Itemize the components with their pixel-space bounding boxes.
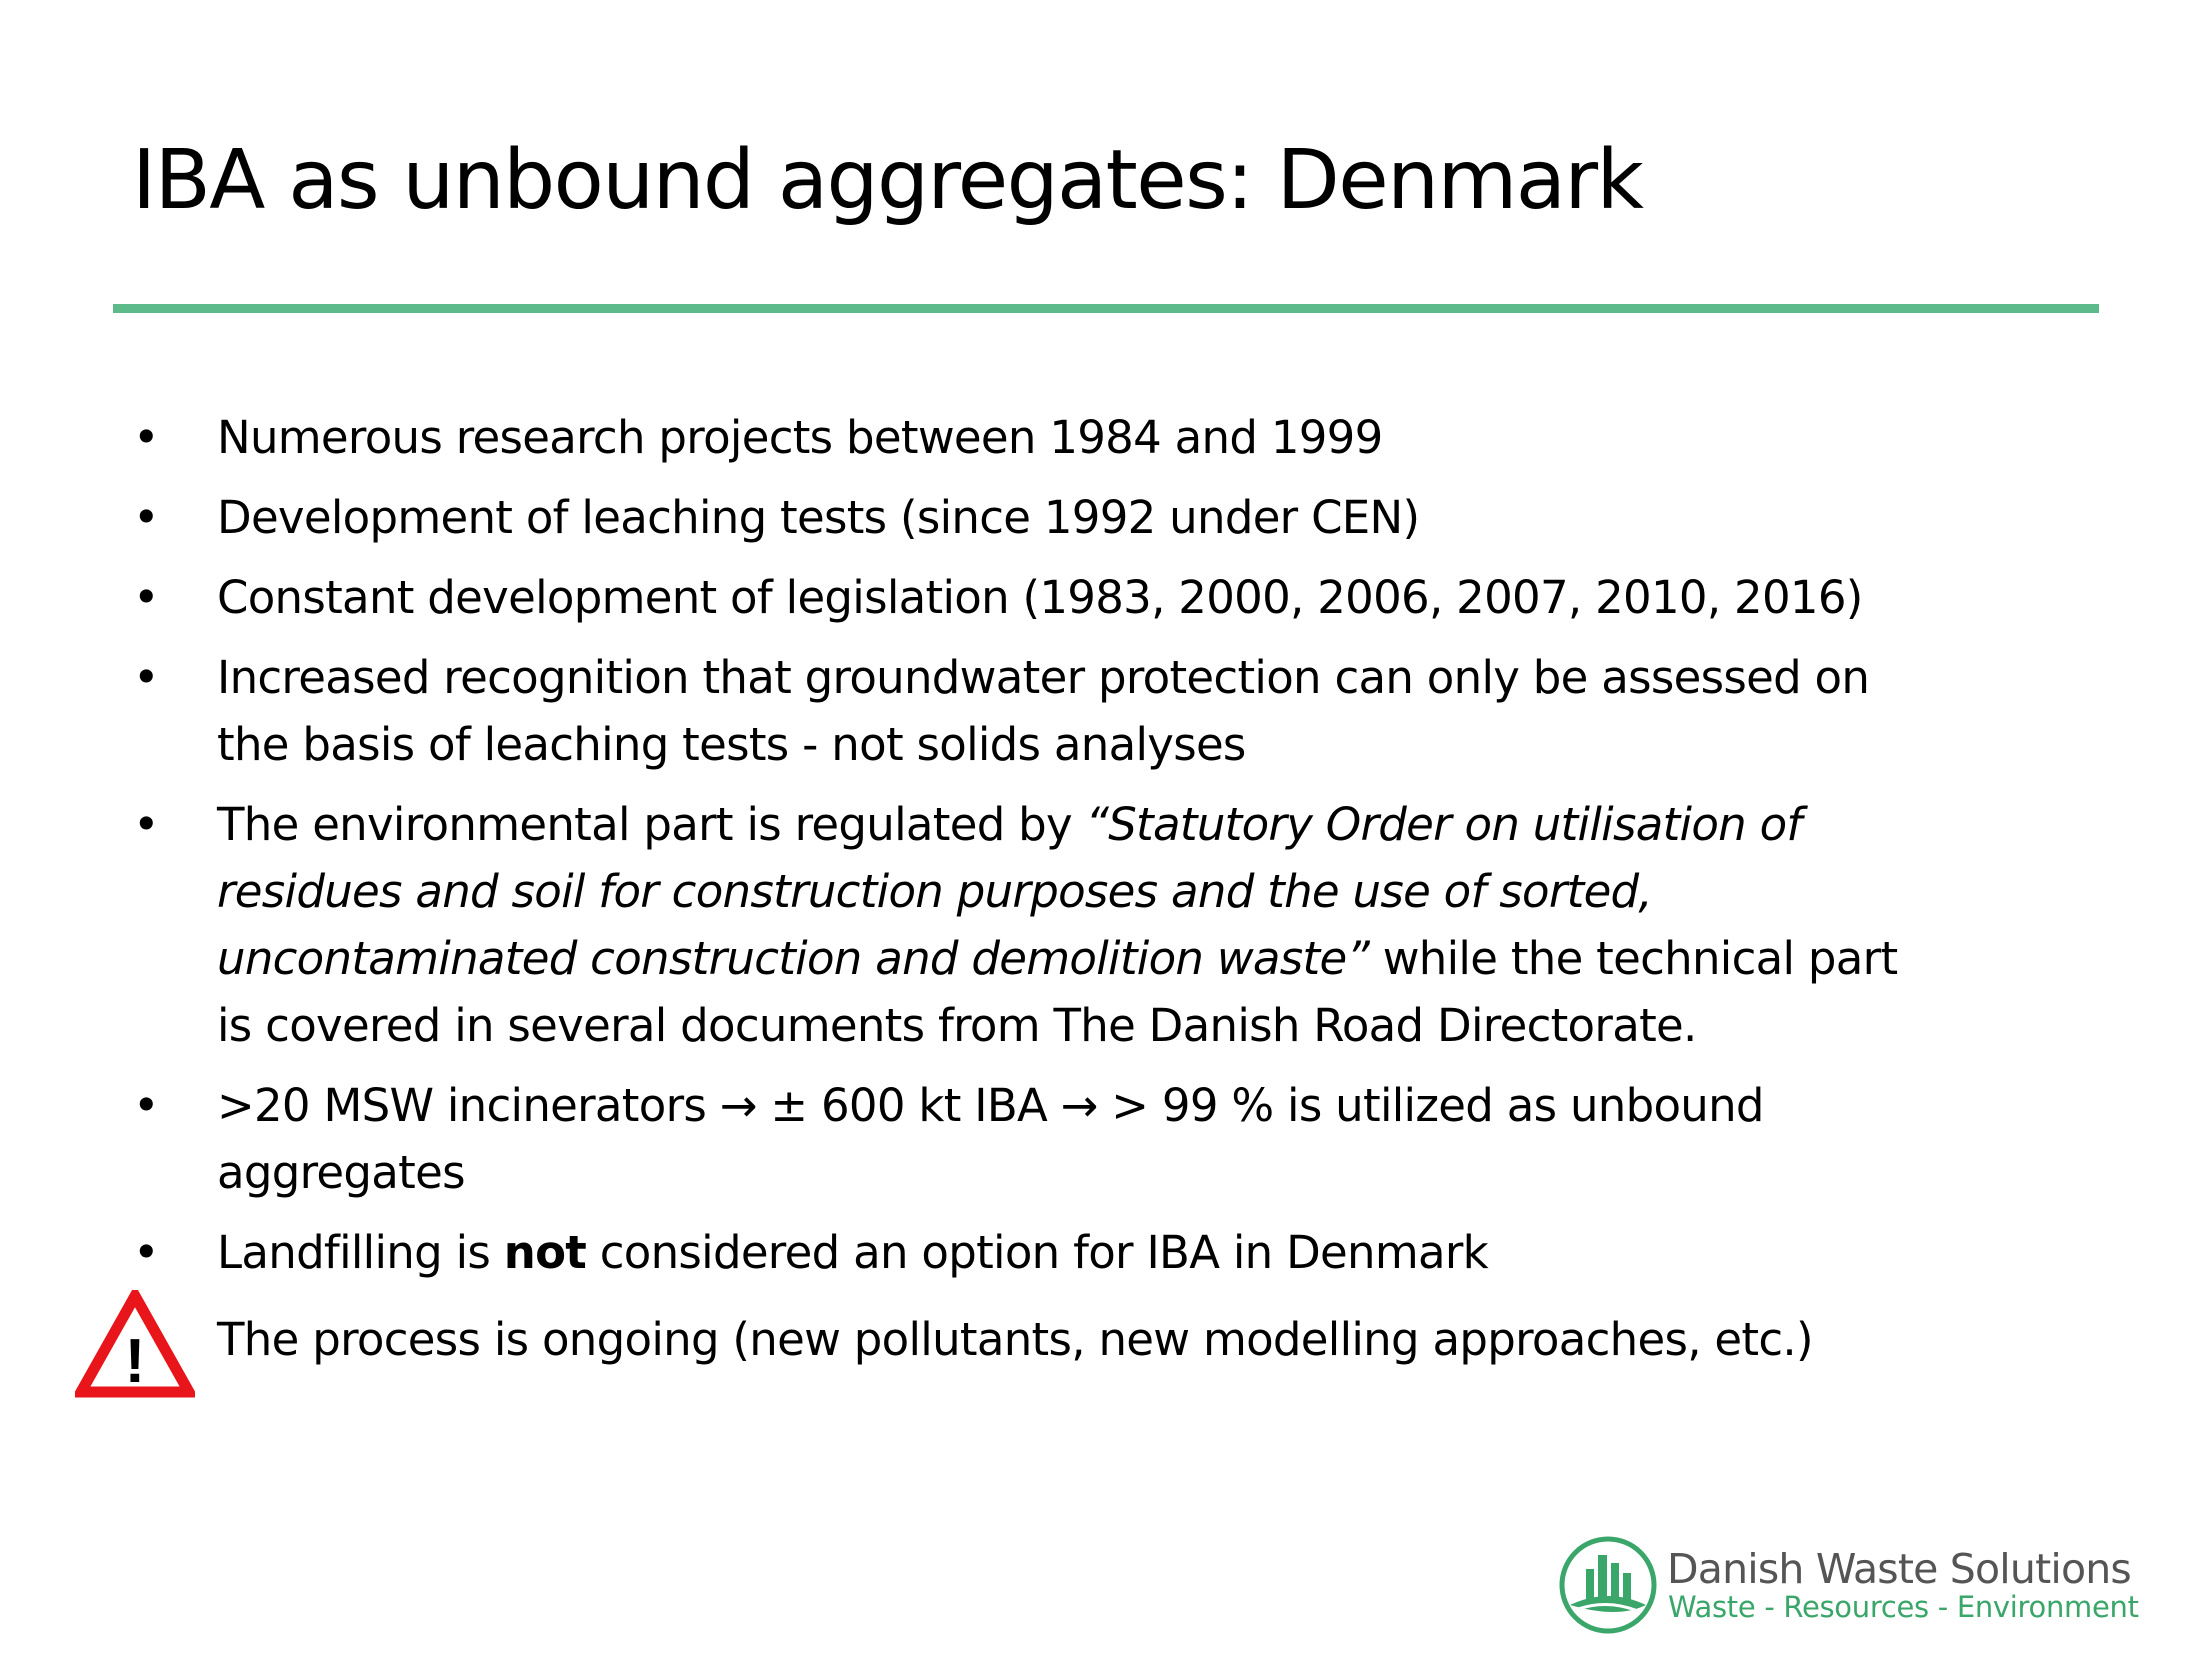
emphasis-not: not	[503, 1226, 587, 1279]
danish-waste-solutions-logo	[1558, 1535, 1658, 1635]
brand-tagline: Waste - Resources - Environment	[1668, 1590, 2139, 1624]
bullet-dot: •	[133, 1079, 159, 1132]
brand-name: Danish Waste Solutions	[1667, 1545, 2131, 1593]
bullet-dot: •	[133, 798, 159, 851]
bullet-item	[0, 1219, 1900, 1286]
bullet-dot: •	[133, 571, 159, 624]
bullet-text: >20 MSW incinerators → ± 600 kt IBA → > 99 % is utilized as unbound aggregates	[217, 1079, 1764, 1199]
bullet-text	[217, 791, 1900, 1059]
bullet-text: Development of leaching tests (since 1992 under CEN)	[217, 491, 1420, 544]
statutory-order-title: “Statutory Order on utilisation of residues and soil for construction purposes and the use of sorted, uncontaminated construction and demolition waste”	[217, 798, 1802, 985]
bullet-text	[217, 1219, 1900, 1286]
bullet-item	[0, 404, 1900, 471]
bullet-text: Increased recognition that groundwater protection can only be assessed on the basis of leaching tests - not solids analyses	[217, 651, 1870, 771]
warning-text: The process is ongoing (new pollutants, new modelling approaches, etc.)	[217, 1313, 1813, 1366]
bullet-list	[0, 404, 1900, 1299]
bullet-item	[0, 564, 1900, 631]
warning-exclamation: !	[124, 1327, 146, 1396]
bullet-text-prefix: Landfilling is	[217, 1226, 504, 1279]
slide-title: IBA as unbound aggregates: Denmark	[132, 133, 1643, 228]
bullet-dot: •	[133, 1226, 159, 1279]
bullet-text: Constant development of legislation (1983, 2000, 2006, 2007, 2010, 2016)	[217, 571, 1863, 624]
bullet-text-suffix: considered an option for IBA in Denmark	[586, 1226, 1489, 1279]
bullet-text-prefix: The environmental part is regulated by	[217, 798, 1086, 851]
bullet-dot: •	[133, 491, 159, 544]
bullet-item	[0, 791, 1900, 1059]
title-divider	[113, 304, 2099, 313]
bullet-dot: •	[133, 651, 159, 704]
bullet-text-suffix: while the technical part is covered in several documents from The Danish Road Directorate.	[217, 932, 1898, 1052]
bullet-item	[0, 484, 1900, 551]
warning-triangle-icon	[75, 1290, 195, 1400]
bullet-text: Numerous research projects between 1984 and 1999	[217, 411, 1383, 464]
bullet-item	[0, 644, 1900, 778]
bullet-dot: •	[133, 411, 159, 464]
bullet-item	[0, 1072, 1900, 1206]
